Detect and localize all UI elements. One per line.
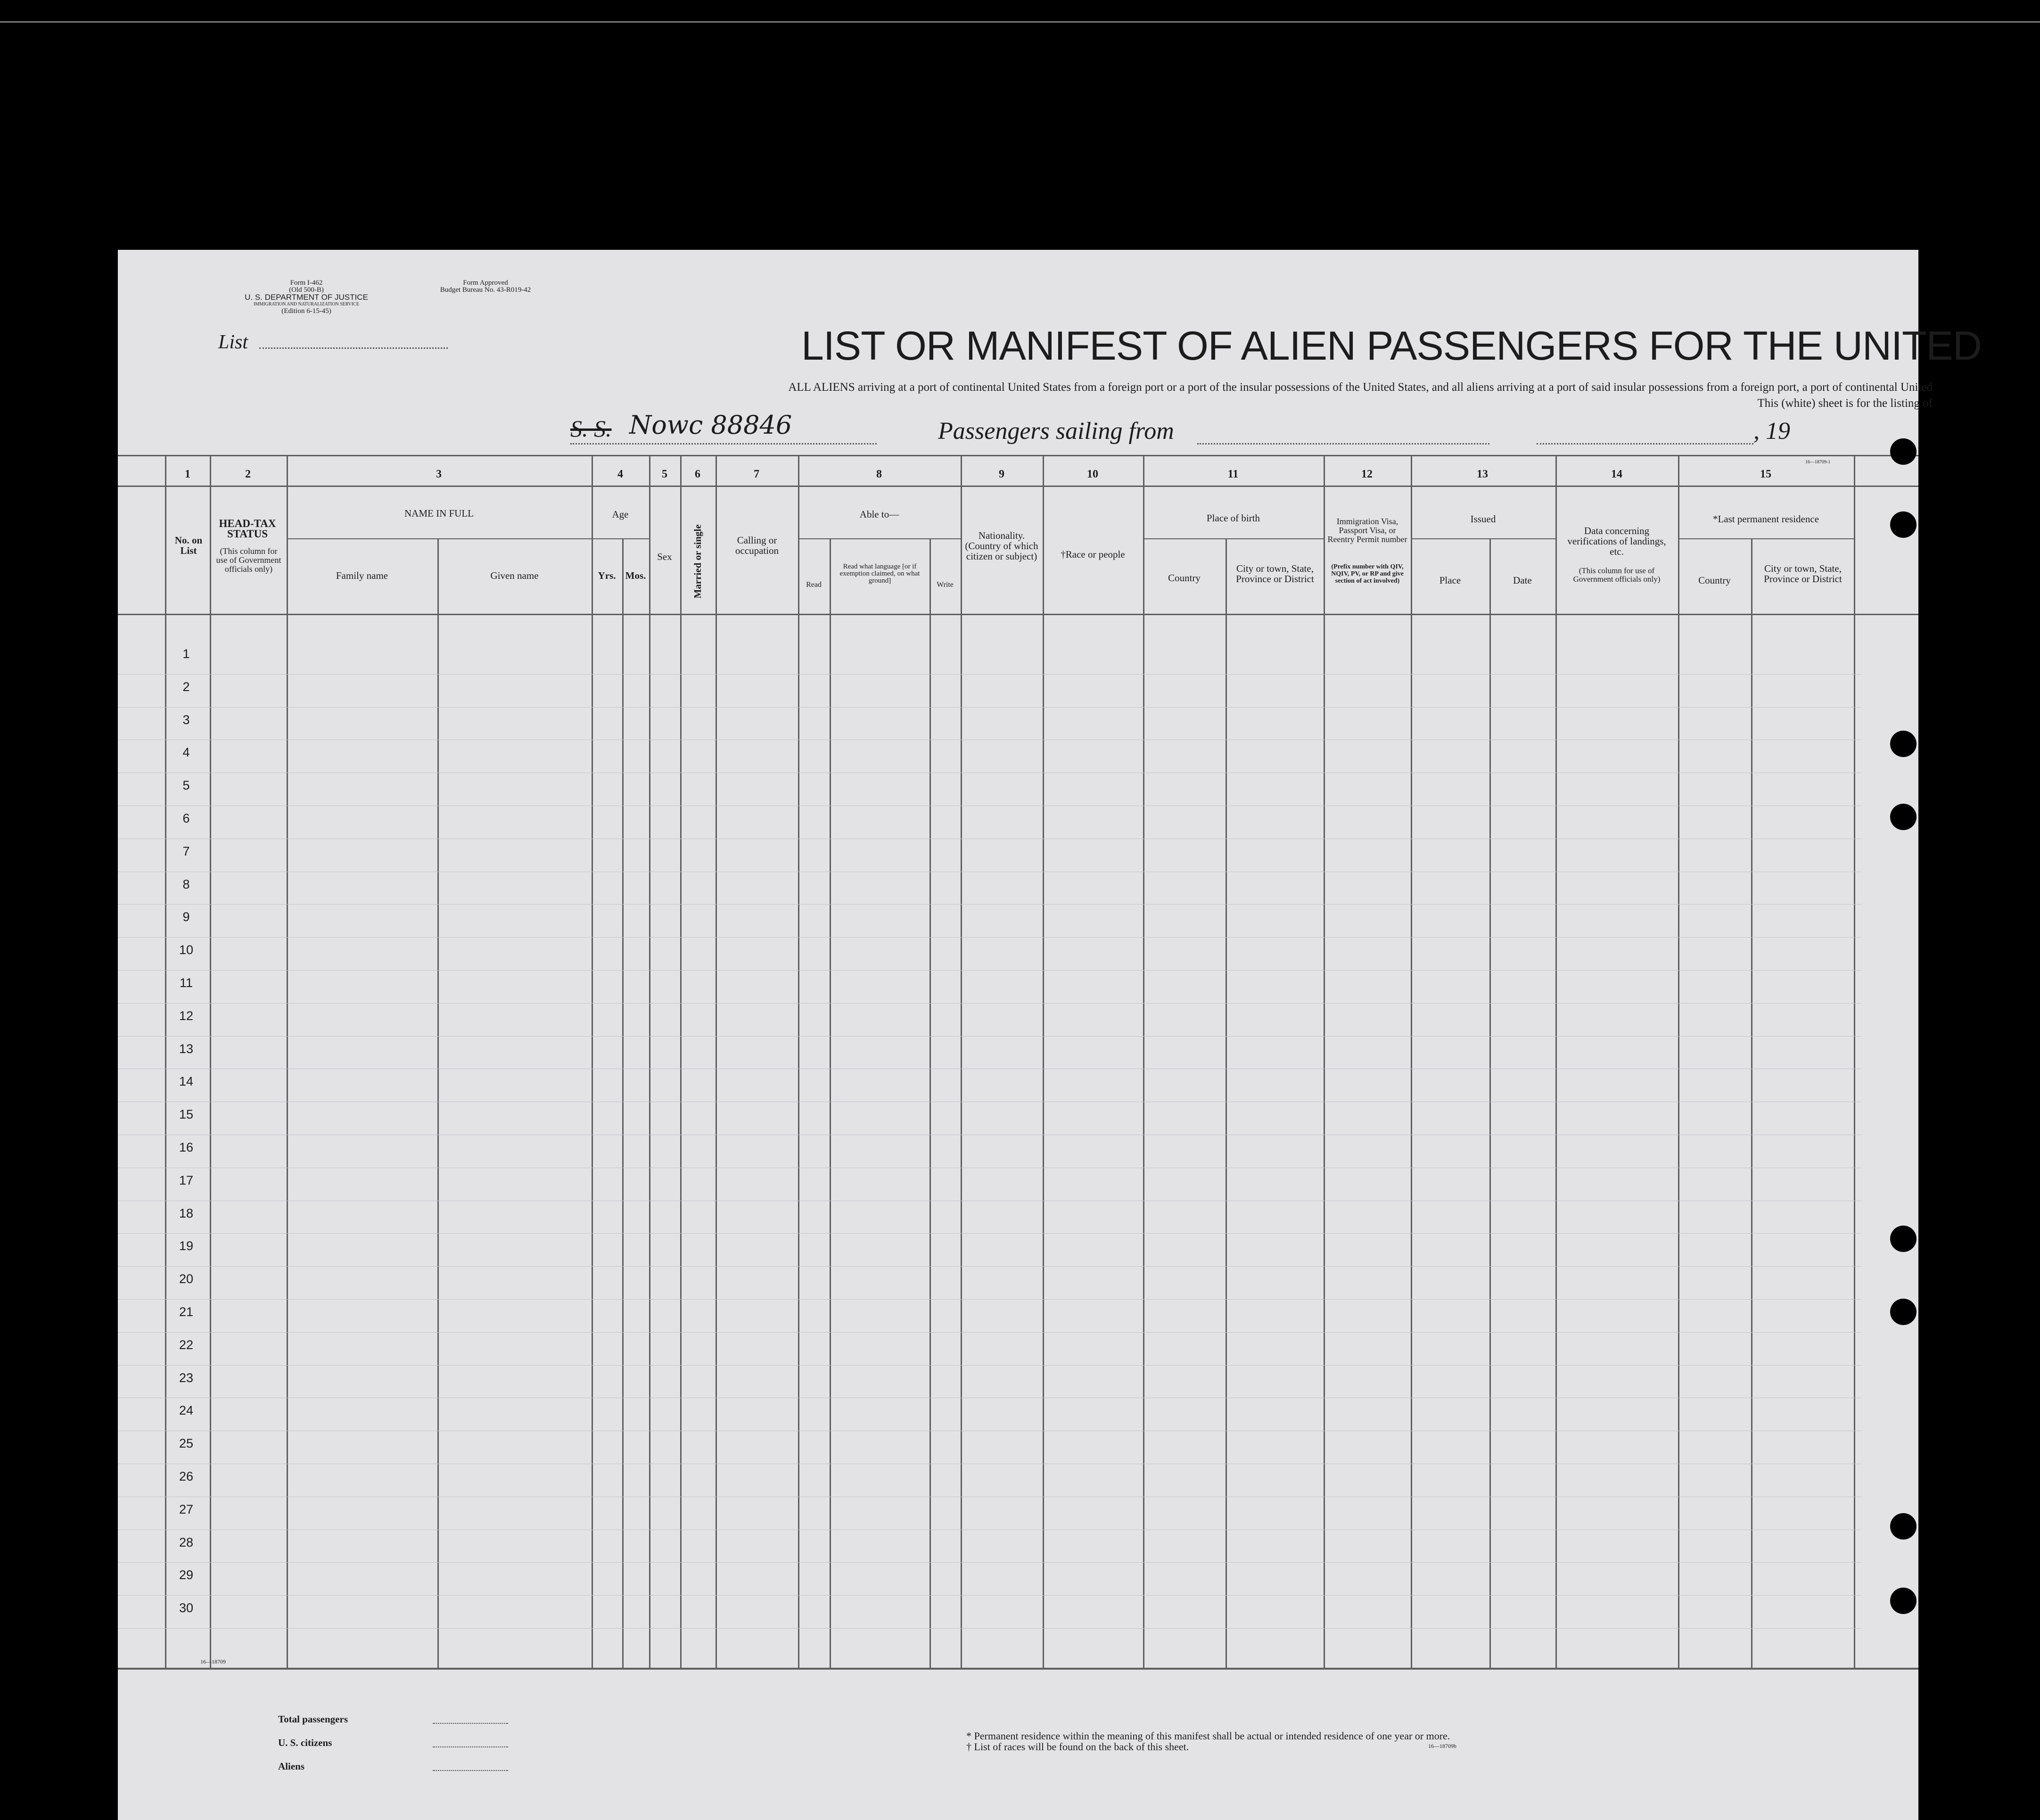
ship-name-line — [570, 443, 877, 445]
table-bottom-rule — [118, 1668, 1918, 1670]
col-rule-13b — [1489, 538, 1491, 1669]
row-number: 22 — [179, 1337, 194, 1352]
punch-hole — [1890, 1513, 1917, 1540]
row-number: 25 — [179, 1436, 194, 1451]
header-issued: Issued — [1470, 513, 1496, 525]
col-rule-2 — [210, 455, 211, 1669]
col-number: 10 — [1087, 468, 1098, 480]
sailing-label: Passengers sailing from — [938, 418, 1174, 445]
col-rule-5 — [649, 455, 650, 1669]
row-number: 18 — [179, 1206, 194, 1220]
ship-name-handwritten: Nowc 88846 — [629, 410, 792, 440]
punch-hole — [1890, 731, 1917, 757]
header-write: Write — [937, 581, 954, 589]
header-family-name: Family name — [336, 570, 388, 581]
row-number: 16 — [179, 1140, 194, 1154]
residence-sub-rule — [1678, 538, 1854, 539]
service-name: IMMIGRATION AND NATURALIZATION SERVICE — [254, 302, 359, 307]
col-number: 2 — [245, 468, 251, 480]
ship-prefix: S. S. — [570, 415, 612, 442]
row-number: 14 — [179, 1074, 194, 1089]
row-number: 3 — [182, 712, 190, 727]
issued-sub-rule — [1411, 538, 1555, 539]
department-name: U. S. DEPARTMENT OF JUSTICE — [245, 293, 368, 302]
approval-block — [401, 280, 570, 294]
sailing-port-line — [1197, 443, 1489, 445]
row-number: 20 — [179, 1272, 194, 1286]
col-rule-14 — [1555, 455, 1557, 1669]
row-number: 17 — [179, 1173, 194, 1187]
form-old-number: (Old 500-B) — [289, 286, 324, 294]
year-label: , 19 — [1753, 418, 1790, 445]
colnum-rule — [118, 486, 1918, 487]
footnote-races: † List of races will be found on the back of this sheet. — [966, 1741, 1189, 1753]
row-guide-line — [118, 1299, 1862, 1300]
row-guide-line — [118, 1233, 1862, 1234]
col-rule-9 — [961, 455, 962, 1669]
footnote-residence: * Permanent residence within the meaning of this manifest shall be actual or intended residence of one year or more. — [966, 1730, 1450, 1742]
row-number: 24 — [179, 1403, 194, 1418]
row-number: 19 — [179, 1239, 194, 1253]
row-number: 7 — [182, 844, 190, 858]
aliens-label: Aliens — [278, 1761, 305, 1772]
row-number: 29 — [179, 1568, 194, 1582]
header-bottom-rule — [118, 614, 1918, 615]
col-rule-8b — [830, 538, 831, 1669]
punch-hole — [1890, 438, 1917, 465]
form-number: Form I-462 — [290, 279, 323, 287]
budget-bureau: Budget Bureau No. 43-R019-42 — [440, 286, 531, 294]
header-data-note: (This column for use of Government officials only) — [1573, 566, 1661, 584]
col-rule-10 — [1043, 455, 1044, 1669]
row-number: 13 — [179, 1041, 194, 1056]
header-visa-note: (Prefix number with QIV, NQIV, PV, or RP and give section of act involved) — [1331, 563, 1404, 585]
col-number: 5 — [662, 468, 667, 480]
header-no-on-list: No. on List — [174, 535, 203, 556]
row-number: 21 — [179, 1305, 194, 1319]
col-number: 15 — [1760, 468, 1771, 480]
col-number: 8 — [876, 468, 882, 480]
row-guide-line — [118, 1562, 1862, 1563]
table-top-rule — [118, 455, 1918, 456]
header-res-city: City or town, State, Province or District — [1764, 563, 1842, 585]
row-guide-line — [118, 1003, 1862, 1004]
row-number: 8 — [182, 877, 190, 891]
row-number: 4 — [182, 745, 190, 760]
row-number: 23 — [179, 1370, 194, 1385]
punch-hole — [1890, 1226, 1917, 1252]
col-rule-15 — [1678, 455, 1679, 1669]
col-rule-16 — [1854, 455, 1855, 1669]
row-number: 6 — [182, 811, 190, 825]
able-sub-rule — [798, 538, 961, 539]
header-birth-country: Country — [1168, 572, 1201, 584]
birth-sub-rule — [1143, 538, 1324, 539]
row-guide-line — [118, 1266, 1862, 1267]
row-guide-line — [118, 904, 1862, 905]
instruction-line-2: This (white) sheet is for the listing of — [1757, 397, 1933, 410]
row-guide-line — [118, 1628, 1862, 1629]
header-calling: Calling or occupation — [735, 535, 779, 556]
row-number: 1 — [182, 647, 190, 661]
instruction-line-1: ALL ALIENS arriving at a port of continental United States from a foreign port or a port of the insular possessions of the United States, and all aliens arriving at a port of said insular possessions from a foreign port, a port of continental United — [788, 381, 1933, 394]
row-number: 11 — [179, 976, 193, 990]
form-id-block — [189, 280, 424, 315]
sailing-date-line — [1537, 443, 1753, 445]
col-rule-1 — [165, 455, 166, 1669]
form-title: LIST OR MANIFEST OF ALIEN PASSENGERS FOR THE UNITED — [801, 323, 1982, 369]
col-rule-3b — [437, 538, 439, 1669]
row-number: 28 — [179, 1535, 194, 1549]
header-birth-city: City or town, State, Province or District — [1236, 563, 1314, 585]
header-race: †Race or people — [1061, 549, 1125, 560]
col-number: 9 — [999, 468, 1004, 480]
col-rule-15b — [1751, 538, 1752, 1669]
total-passengers-label: Total passengers — [278, 1713, 348, 1725]
col-number: 4 — [617, 468, 623, 480]
col-number: 11 — [1227, 468, 1239, 480]
header-read: Read — [806, 581, 822, 589]
header-head-tax-note: (This column for use of Government officials only) — [216, 546, 281, 574]
header-place-of-birth: Place of birth — [1206, 512, 1260, 524]
row-guide-line — [118, 1036, 1862, 1037]
header-head-tax: HEAD-TAX STATUS — [219, 518, 276, 540]
row-guide-line — [118, 937, 1862, 938]
header-nationality: Nationality. (Country of which citizen or subject) — [965, 530, 1038, 562]
header-married-single: Married or single — [692, 524, 703, 599]
row-guide-line — [118, 1365, 1862, 1366]
col-rule-13 — [1411, 455, 1412, 1669]
header-read-language: Read what language [or if exemption claimed, on what ground] — [839, 563, 920, 585]
header-yrs: Yrs. — [598, 570, 616, 581]
col-rule-11 — [1143, 455, 1144, 1669]
form-edition: (Edition 6-15-45) — [281, 307, 331, 315]
col-rule-3 — [287, 455, 288, 1669]
punch-hole — [1890, 804, 1917, 830]
header-res-country: Country — [1698, 575, 1731, 586]
row-number: 9 — [182, 910, 190, 924]
punch-hole — [1890, 511, 1917, 538]
name-sub-rule — [287, 538, 592, 539]
punch-hole — [1890, 1588, 1917, 1614]
row-number: 5 — [182, 778, 190, 793]
row-guide-line — [118, 674, 1862, 675]
col-rule-6 — [680, 455, 682, 1669]
row-number: 30 — [179, 1601, 194, 1615]
punch-hole — [1890, 1299, 1917, 1325]
list-label: List — [218, 331, 248, 353]
row-guide-line — [118, 970, 1862, 971]
total-passengers-line — [433, 1723, 508, 1724]
col-rule-4b — [622, 538, 624, 1669]
row-guide-line — [118, 707, 1862, 708]
header-issued-date: Date — [1513, 575, 1532, 586]
header-issued-place: Place — [1439, 575, 1461, 586]
col-rule-8 — [798, 455, 799, 1669]
row-guide-line — [118, 1595, 1862, 1596]
row-number: 12 — [179, 1008, 194, 1023]
col-number: 7 — [754, 468, 759, 480]
header-age: Age — [612, 509, 629, 520]
header-able-to: Able to— — [859, 509, 899, 520]
col-number: 3 — [436, 468, 442, 480]
row-guide-line — [118, 1332, 1862, 1333]
header-sex: Sex — [657, 551, 672, 562]
header-data-concerning: Data concerning verifications of landings, etc. — [1567, 525, 1666, 557]
print-code-bottom: 16—18709 — [200, 1658, 226, 1665]
age-sub-rule — [592, 538, 649, 539]
header-last-residence: *Last permanent residence — [1712, 513, 1819, 525]
row-number: 26 — [179, 1469, 194, 1483]
row-number: 10 — [179, 943, 194, 957]
col-rule-12 — [1324, 455, 1325, 1669]
col-number: 14 — [1611, 468, 1622, 480]
col-number: 6 — [695, 468, 700, 480]
col-rule-8c — [930, 538, 931, 1669]
form-approved: Form Approved — [463, 279, 508, 287]
print-code-top: 16—18709-1 — [1805, 460, 1831, 465]
us-citizens-line — [433, 1746, 508, 1747]
header-visa: Immigration Visa, Passport Visa, or Reentry Permit number — [1327, 517, 1407, 544]
header-mos: Mos. — [625, 570, 646, 581]
col-number: 1 — [185, 468, 190, 480]
manifest-sheet — [118, 250, 1982, 1820]
list-number-line — [259, 347, 448, 349]
row-number: 15 — [179, 1107, 194, 1122]
row-number: 27 — [179, 1502, 194, 1516]
us-citizens-label: U. S. citizens — [278, 1737, 332, 1748]
col-number: 12 — [1361, 468, 1373, 480]
col-number: 13 — [1477, 468, 1488, 480]
footnote-code: 16—18709b — [1428, 1743, 1456, 1749]
header-name-in-full: NAME IN FULL — [404, 508, 474, 519]
col-rule-4 — [592, 455, 593, 1669]
col-rule-11b — [1226, 538, 1227, 1669]
header-given-name: Given name — [490, 570, 539, 581]
col-rule-7 — [716, 455, 717, 1669]
aliens-line — [433, 1770, 508, 1771]
row-number: 2 — [182, 679, 190, 694]
top-border-line — [0, 21, 2040, 23]
